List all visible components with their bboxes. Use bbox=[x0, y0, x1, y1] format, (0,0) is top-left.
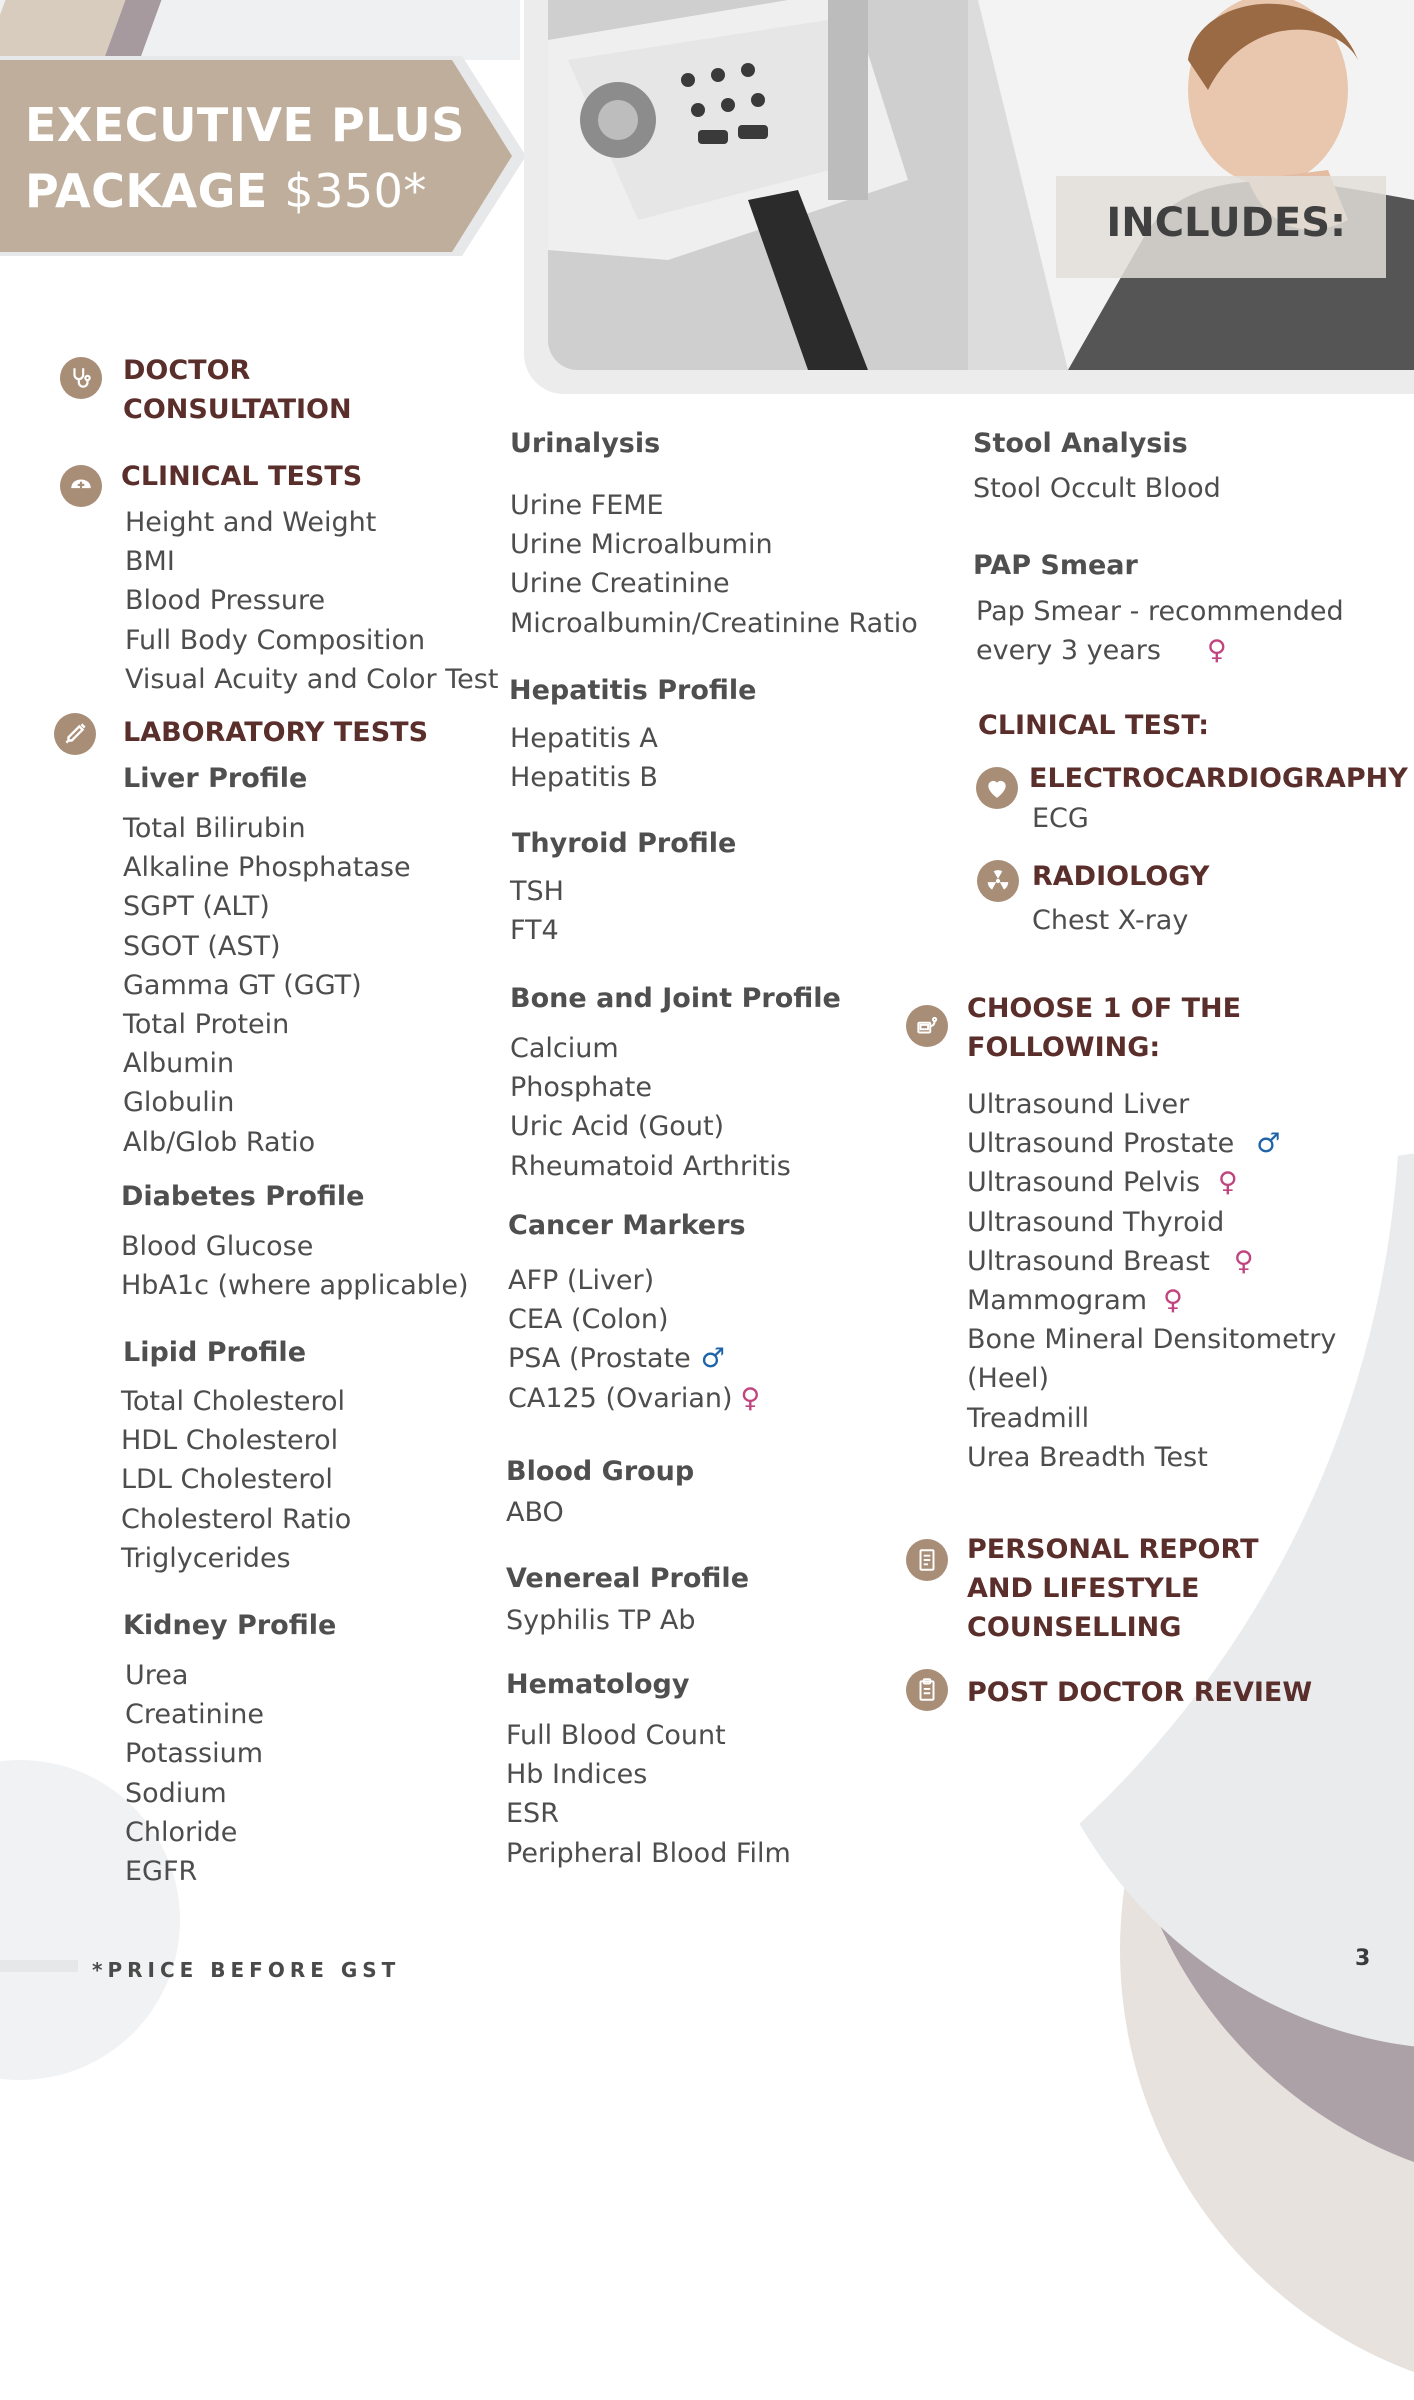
list-item: Bone Mineral Densitometry bbox=[967, 1324, 1337, 1356]
list-item: Total Cholesterol bbox=[121, 1386, 346, 1417]
post-doctor-review-heading: POST DOCTOR REVIEW bbox=[967, 1677, 1313, 1708]
list-item: Mammogram ♀ bbox=[967, 1285, 1183, 1317]
list-item: Cholesterol Ratio bbox=[121, 1503, 352, 1535]
female-symbol-icon: ♀ bbox=[740, 1382, 761, 1414]
female-symbol-icon: ♀ bbox=[1163, 1285, 1183, 1317]
list-item: Visual Acuity and Color Test bbox=[125, 663, 499, 695]
hematology-list bbox=[506, 1716, 791, 1873]
includes-label: INCLUDES: bbox=[1106, 200, 1346, 246]
list-item: Alkaline Phosphatase bbox=[123, 852, 411, 884]
ultrasound-machine-icon bbox=[906, 1005, 948, 1047]
nurse-cap-icon bbox=[60, 465, 102, 507]
list-item: Blood Glucose bbox=[121, 1231, 314, 1262]
list-item: AFP (Liver) bbox=[508, 1265, 655, 1296]
hepatitis-profile-list bbox=[510, 719, 658, 797]
stool-analysis-heading: Stool Analysis bbox=[973, 428, 1188, 459]
personal-report-heading: PERSONAL REPORT AND LIFESTYLE COUNSELLING bbox=[967, 1534, 1259, 1643]
list-item: CA125 (Ovarian) ♀ bbox=[508, 1382, 761, 1414]
list-item: Ultrasound Liver bbox=[967, 1089, 1190, 1120]
syringe-icon bbox=[54, 713, 96, 755]
cancer-markers-heading: Cancer Markers bbox=[508, 1210, 746, 1241]
list-item: SGPT (ALT) bbox=[123, 891, 270, 923]
stethoscope-icon bbox=[60, 357, 102, 399]
urinalysis-list bbox=[510, 486, 918, 643]
clinical-tests-list bbox=[125, 503, 498, 699]
list-item: ESR bbox=[506, 1798, 559, 1830]
liver-profile-list bbox=[123, 809, 411, 1162]
female-symbol-icon: ♀ bbox=[1206, 635, 1227, 666]
list-item: CEA (Colon) bbox=[508, 1304, 669, 1336]
list-item: FT4 bbox=[510, 915, 559, 947]
list-item: Sodium bbox=[125, 1777, 227, 1809]
list-item: Alb/Glob Ratio bbox=[123, 1126, 316, 1158]
list-item: Treadmill bbox=[967, 1402, 1090, 1434]
list-item: Potassium bbox=[125, 1738, 264, 1770]
package-title bbox=[25, 92, 485, 224]
pap-smear-heading: PAP Smear bbox=[973, 550, 1138, 581]
list-item: Urea Breadth Test bbox=[967, 1441, 1208, 1473]
blood-group-item: ABO bbox=[506, 1497, 564, 1528]
bone-joint-profile-heading: Bone and Joint Profile bbox=[510, 983, 841, 1014]
kidney-profile-heading: Kidney Profile bbox=[123, 1610, 337, 1641]
list-item: Rheumatoid Arthritis bbox=[510, 1150, 791, 1182]
lipid-profile-list bbox=[121, 1382, 351, 1578]
list-item: Height and Weight bbox=[125, 507, 377, 538]
list-item: Creatinine bbox=[125, 1699, 264, 1731]
hematology-heading: Hematology bbox=[506, 1669, 690, 1700]
list-item: Albumin bbox=[123, 1048, 235, 1080]
list-item: SGOT (AST) bbox=[123, 930, 281, 962]
list-item: HDL Cholesterol bbox=[121, 1425, 339, 1457]
list-item: Peripheral Blood Film bbox=[506, 1837, 791, 1869]
ecg-item: ECG bbox=[1032, 803, 1089, 834]
footer-bar bbox=[0, 1960, 78, 1972]
electrocardiography-heading: ELECTROCARDIOGRAPHY bbox=[1029, 763, 1408, 794]
list-item: Ultrasound Thyroid bbox=[967, 1206, 1225, 1238]
heart-icon bbox=[976, 767, 1018, 809]
kidney-profile-list bbox=[125, 1656, 264, 1891]
list-item: Globulin bbox=[123, 1087, 235, 1119]
clipboard-icon bbox=[906, 1669, 948, 1711]
list-item: Microalbumin/Creatinine Ratio bbox=[510, 607, 918, 639]
radiology-heading: RADIOLOGY bbox=[1032, 861, 1210, 892]
male-symbol-icon: ♂ bbox=[700, 1343, 725, 1375]
list-item: Full Body Composition bbox=[125, 624, 426, 656]
title-line-1: EXECUTIVE PLUS bbox=[25, 98, 465, 152]
list-item: Gamma GT (GGT) bbox=[123, 969, 362, 1001]
list-item: LDL Cholesterol bbox=[121, 1464, 333, 1496]
thyroid-profile-list bbox=[510, 872, 564, 950]
bone-joint-profile-list bbox=[510, 1029, 791, 1186]
diabetes-profile-list bbox=[121, 1227, 469, 1305]
list-item: Uric Acid (Gout) bbox=[510, 1111, 725, 1143]
list-item: Hepatitis A bbox=[510, 723, 658, 754]
clinical-test-heading: CLINICAL TEST: bbox=[978, 710, 1210, 741]
stool-analysis-item: Stool Occult Blood bbox=[973, 473, 1221, 504]
pap-smear-item: Pap Smear - recommended every 3 years ♀ bbox=[976, 596, 1344, 666]
blood-group-heading: Blood Group bbox=[506, 1456, 695, 1487]
list-item: Hb Indices bbox=[506, 1759, 648, 1791]
venereal-profile-heading: Venereal Profile bbox=[506, 1563, 749, 1594]
radiology-item: Chest X-ray bbox=[1032, 905, 1189, 936]
list-item: PSA (Prostate ♂ bbox=[508, 1343, 725, 1375]
liver-profile-heading: Liver Profile bbox=[123, 763, 308, 794]
radiation-icon bbox=[977, 860, 1019, 902]
price-footnote: *PRICE BEFORE GST bbox=[92, 1958, 401, 1982]
list-item: Phosphate bbox=[510, 1072, 652, 1104]
list-item: Total Protein bbox=[123, 1009, 290, 1041]
thyroid-profile-heading: Thyroid Profile bbox=[512, 828, 737, 859]
list-item: Triglycerides bbox=[121, 1542, 291, 1574]
package-price: $350* bbox=[284, 164, 427, 218]
male-symbol-icon: ♂ bbox=[1256, 1128, 1281, 1160]
report-icon bbox=[906, 1539, 948, 1581]
list-item: Urine FEME bbox=[510, 490, 664, 521]
list-item: Ultrasound Pelvis ♀ bbox=[967, 1167, 1238, 1199]
list-item: Blood Pressure bbox=[125, 585, 326, 617]
list-item: TSH bbox=[510, 876, 564, 907]
list-item: Urine Creatinine bbox=[510, 568, 730, 600]
lipid-profile-heading: Lipid Profile bbox=[123, 1337, 307, 1368]
list-item: Full Blood Count bbox=[506, 1720, 726, 1751]
list-item: Urea bbox=[125, 1660, 189, 1691]
venereal-profile-item: Syphilis TP Ab bbox=[506, 1605, 696, 1636]
list-item: Calcium bbox=[510, 1033, 619, 1064]
choose-one-list bbox=[967, 1085, 1336, 1477]
diabetes-profile-heading: Diabetes Profile bbox=[121, 1181, 365, 1212]
doctor-consultation-heading: DOCTOR CONSULTATION bbox=[123, 355, 352, 425]
list-item: BMI bbox=[125, 546, 175, 578]
list-item: Hepatitis B bbox=[510, 762, 658, 794]
list-item: HbA1c (where applicable) bbox=[121, 1270, 469, 1302]
list-item: Chloride bbox=[125, 1816, 238, 1848]
list-item: Ultrasound Breast ♀ bbox=[967, 1245, 1254, 1277]
list-item: Ultrasound Prostate ♂ bbox=[967, 1128, 1281, 1160]
clinical-tests-heading: CLINICAL TESTS bbox=[121, 461, 363, 492]
female-symbol-icon: ♀ bbox=[1233, 1245, 1254, 1277]
list-item: Total Bilirubin bbox=[123, 813, 306, 844]
page-number: 3 bbox=[1355, 1946, 1371, 1971]
choose-one-heading: CHOOSE 1 OF THE FOLLOWING: bbox=[967, 993, 1242, 1063]
laboratory-tests-heading: LABORATORY TESTS bbox=[123, 717, 429, 748]
female-symbol-icon: ♀ bbox=[1218, 1167, 1238, 1199]
list-item: Urine Microalbumin bbox=[510, 529, 773, 561]
title-line-2: PACKAGE $350* bbox=[25, 164, 427, 218]
cancer-markers-list bbox=[508, 1261, 760, 1418]
hepatitis-profile-heading: Hepatitis Profile bbox=[509, 675, 757, 706]
urinalysis-heading: Urinalysis bbox=[510, 428, 661, 459]
list-item: (Heel) bbox=[967, 1363, 1050, 1395]
list-item: EGFR bbox=[125, 1856, 198, 1888]
